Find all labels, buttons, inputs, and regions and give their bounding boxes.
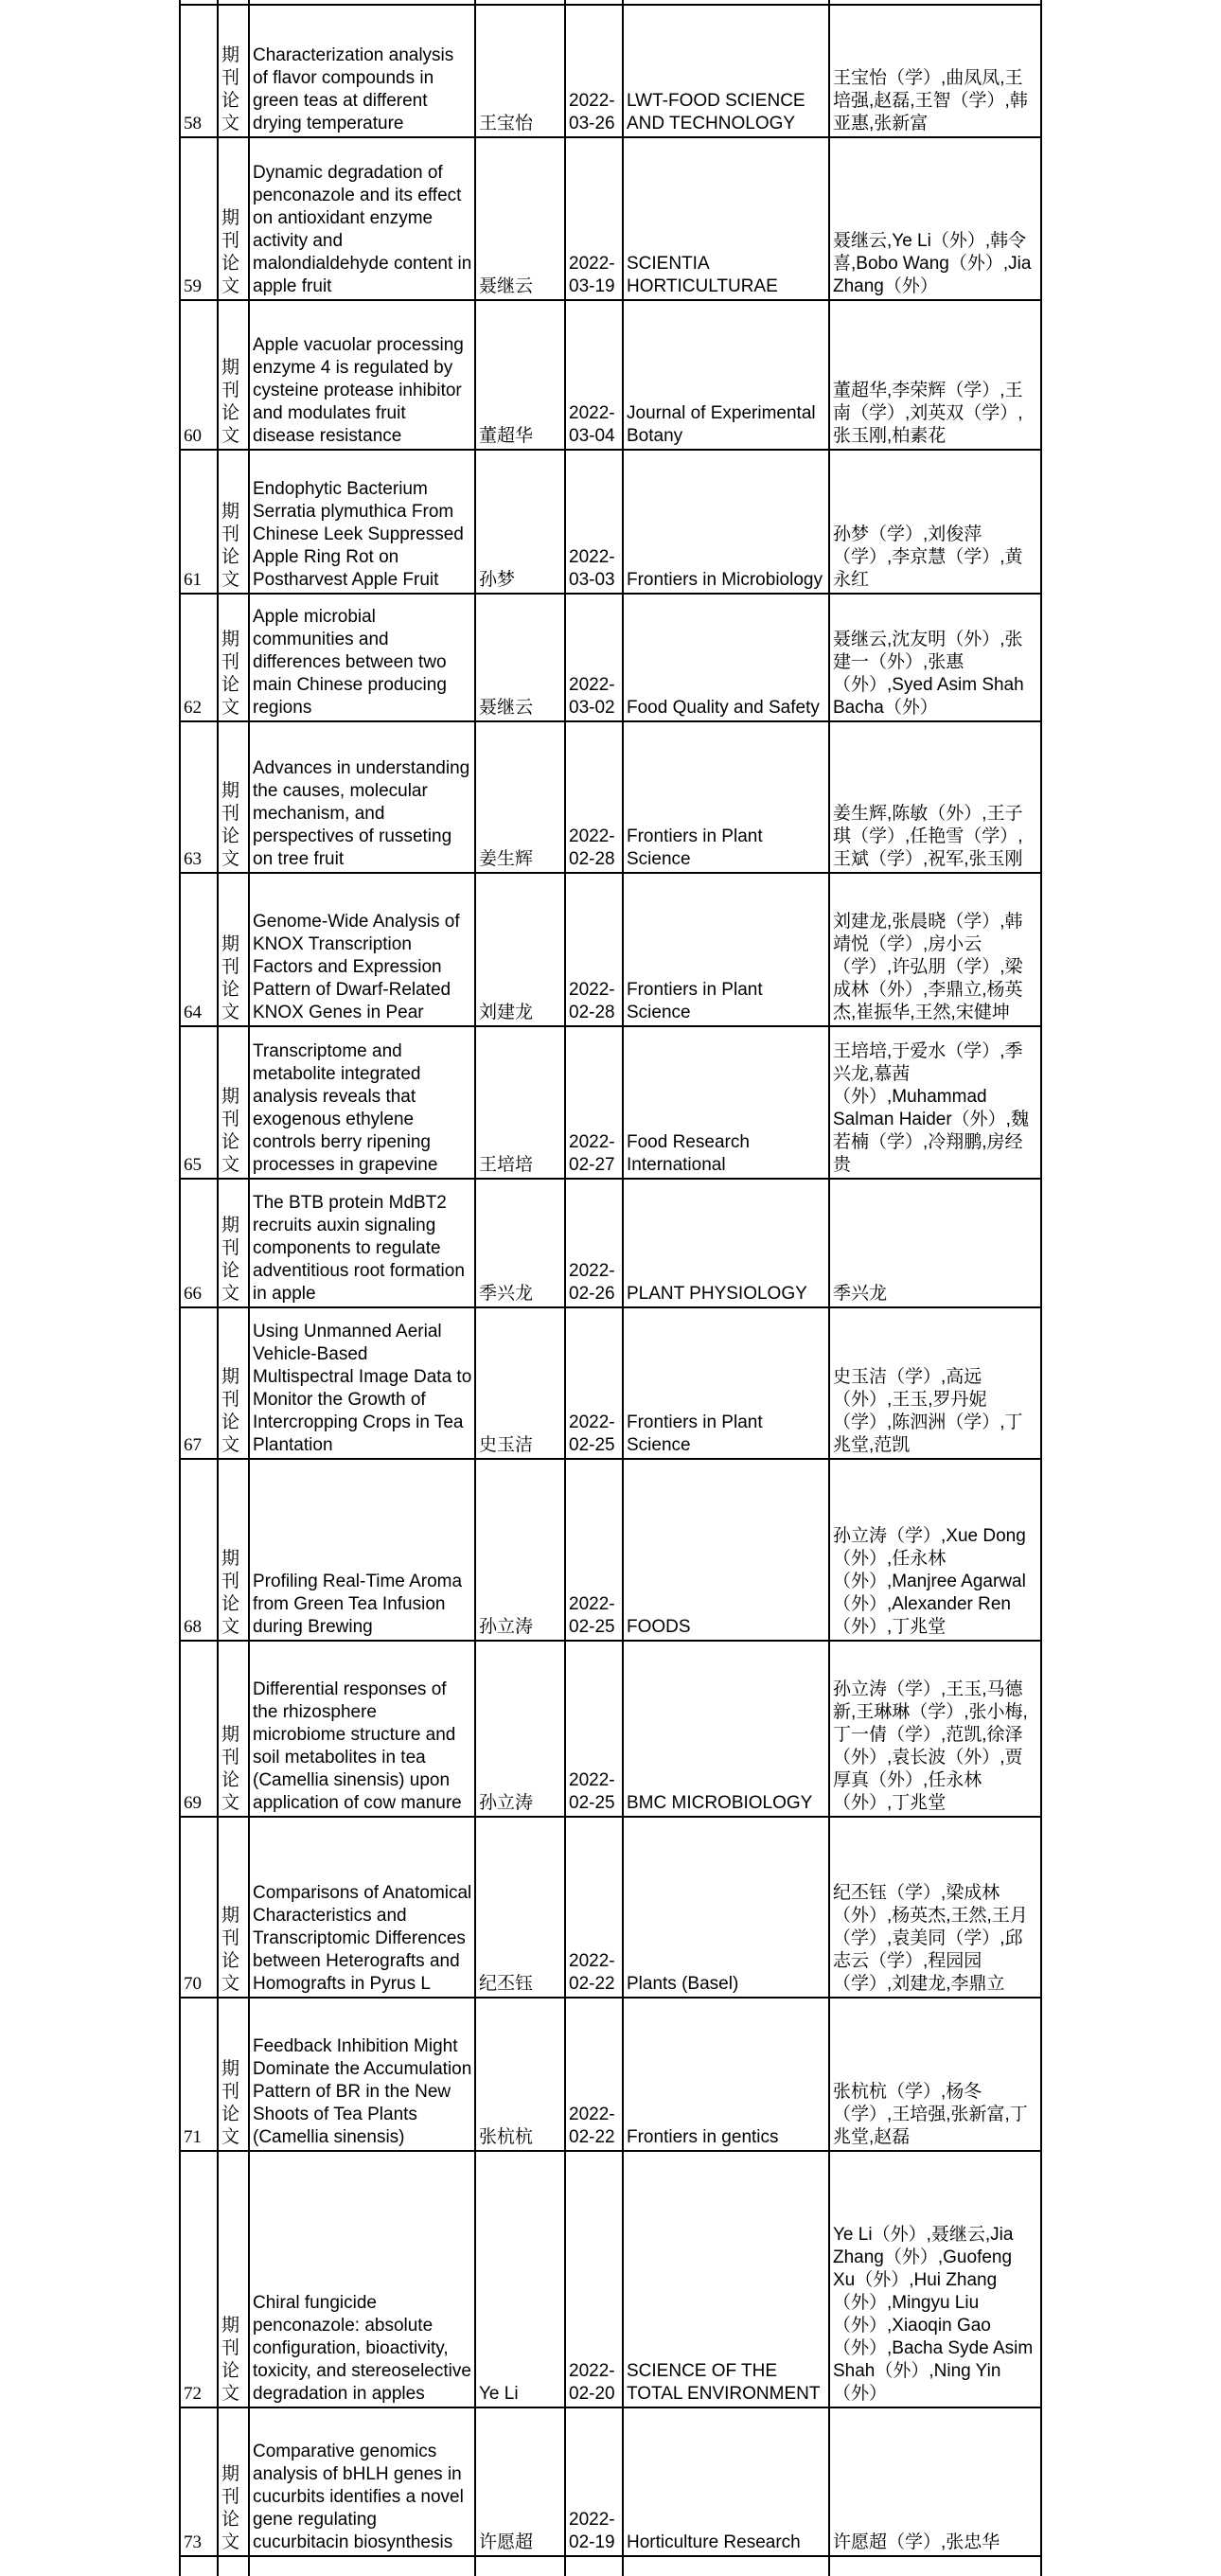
first-author-cell: 刘建龙 [475, 873, 565, 1026]
date-cell: 2022-03-26 [565, 5, 623, 137]
row-number-cell: 63 [180, 721, 218, 873]
date-cell: 2022-02-20 [565, 2151, 623, 2407]
date-cell: 2022-02-25 [565, 1307, 623, 1459]
empty-cell [475, 2556, 565, 2576]
paper-type-cell: 期刊论文 [218, 721, 249, 873]
authors-cell: 史玉洁（学）,高远（外）,王玉,罗丹妮（学）,陈泗洲（学）,丁兆堂,范凯 [829, 1307, 1041, 1459]
title-cell: Advances in understanding the causes, molecular mechanism, and perspectives of russeting on tree fruit [249, 721, 475, 873]
empty-cell [829, 2556, 1041, 2576]
row-number-cell: 67 [180, 1307, 218, 1459]
title-cell: Apple microbial communities and differences between two main Chinese producing regions [249, 594, 475, 721]
authors-cell: Ye Li（外）,聂继云,Jia Zhang（外）,Guofeng Xu（外）,Hui Zhang（外）,Mingyu Liu（外）,Xiaoqin Gao（外）,Bacha Syde Asim Shah（外）,Ning Yin（外） [829, 2151, 1041, 2407]
table-row [180, 1641, 1041, 1817]
row-number-cell: 66 [180, 1179, 218, 1307]
paper-type-cell: 期刊论文 [218, 1459, 249, 1641]
row-number-cell: 72 [180, 2151, 218, 2407]
journal-cell: FOODS [623, 1459, 829, 1641]
paper-type-cell: 期刊论文 [218, 1641, 249, 1817]
authors-cell: 纪丕钰（学）,梁成林（外）,杨英杰,王然,王月（学）,袁美同（学）,邱志云（学）,程园园（学）,刘建龙,李鼎立 [829, 1817, 1041, 1998]
date-cell: 2022-02-28 [565, 721, 623, 873]
paper-type-cell: 期刊论文 [218, 5, 249, 137]
authors-cell: 聂继云,沈友明（外）,张建一（外）,张惠（外）,Syed Asim Shah Bacha（外） [829, 594, 1041, 721]
first-author-cell: Ye Li [475, 2151, 565, 2407]
date-cell: 2022-03-04 [565, 300, 623, 450]
journal-cell: Journal of Experimental Botany [623, 300, 829, 450]
table-row [180, 5, 1041, 137]
title-cell: Profiling Real-Time Aroma from Green Tea Infusion during Brewing [249, 1459, 475, 1641]
title-cell: Transcriptome and metabolite integrated analysis reveals that exogenous ethylene controls berry ripening processes in grapevine [249, 1026, 475, 1179]
journal-cell: Food Research International [623, 1026, 829, 1179]
first-author-cell: 孙立涛 [475, 1641, 565, 1817]
title-cell: Comparative genomics analysis of bHLH genes in cucurbits identifies a novel gene regulating cucurbitacin biosynthesis [249, 2407, 475, 2556]
row-number-cell: 69 [180, 1641, 218, 1817]
first-author-cell: 聂继云 [475, 137, 565, 300]
paper-type-cell: 期刊论文 [218, 2407, 249, 2556]
date-cell: 2022-02-25 [565, 1641, 623, 1817]
journal-cell: Food Quality and Safety [623, 594, 829, 721]
row-number-cell: 61 [180, 450, 218, 594]
table-row [180, 1459, 1041, 1641]
title-cell: Characterization analysis of flavor compounds in green teas at different drying temperature [249, 5, 475, 137]
row-number-cell: 68 [180, 1459, 218, 1641]
first-author-cell: 姜生辉 [475, 721, 565, 873]
date-cell: 2022-02-26 [565, 1179, 623, 1307]
title-cell: Using Unmanned Aerial Vehicle-Based Multispectral Image Data to Monitor the Growth of Intercropping Crops in Tea Plantation [249, 1307, 475, 1459]
title-cell: Feedback Inhibition Might Dominate the Accumulation Pattern of BR in the New Shoots of Tea Plants (Camellia sinensis) [249, 1998, 475, 2151]
paper-type-cell: 期刊论文 [218, 450, 249, 594]
table-row [180, 450, 1041, 594]
row-number-cell: 60 [180, 300, 218, 450]
date-cell: 2022-02-22 [565, 1998, 623, 2151]
authors-cell: 刘建龙,张晨晓（学）,韩靖悦（学）,房小云（学）,许弘朋（学）,梁成林（外）,李鼎立,杨英杰,崔振华,王然,宋健坤 [829, 873, 1041, 1026]
paper-type-cell: 期刊论文 [218, 300, 249, 450]
date-cell: 2022-02-22 [565, 1817, 623, 1998]
row-number-cell: 59 [180, 137, 218, 300]
date-cell: 2022-02-27 [565, 1026, 623, 1179]
authors-cell: 孙立涛（学）,Xue Dong（外）,任永林（外）,Manjree Agarwal（外）,Alexander Ren（外）,丁兆堂 [829, 1459, 1041, 1641]
first-author-cell: 季兴龙 [475, 1179, 565, 1307]
table-row [180, 2151, 1041, 2407]
paper-type-cell: 期刊论文 [218, 1998, 249, 2151]
journal-cell: Frontiers in gentics [623, 1998, 829, 2151]
authors-cell: 季兴龙 [829, 1179, 1041, 1307]
journal-cell: LWT-FOOD SCIENCE AND TECHNOLOGY [623, 5, 829, 137]
table-row [180, 1817, 1041, 1998]
date-cell: 2022-02-28 [565, 873, 623, 1026]
publication-list-region [179, 0, 1042, 2576]
journal-cell: BMC MICROBIOLOGY [623, 1641, 829, 1817]
date-cell: 2022-02-19 [565, 2407, 623, 2556]
row-number-cell: 70 [180, 1817, 218, 1998]
publications-table [179, 0, 1042, 2576]
table-row [180, 1026, 1041, 1179]
authors-cell: 张杭杭（学）,杨冬（学）,王培强,张新富,丁兆堂,赵磊 [829, 1998, 1041, 2151]
row-number-cell: 71 [180, 1998, 218, 2151]
table-row [180, 137, 1041, 300]
first-author-cell: 许愿超 [475, 2407, 565, 2556]
table-row [180, 873, 1041, 1026]
journal-cell: Frontiers in Microbiology [623, 450, 829, 594]
first-author-cell: 董超华 [475, 300, 565, 450]
journal-cell: SCIENCE OF THE TOTAL ENVIRONMENT [623, 2151, 829, 2407]
paper-type-cell: 期刊论文 [218, 1307, 249, 1459]
row-number-cell: 65 [180, 1026, 218, 1179]
table-row [180, 1998, 1041, 2151]
row-number-cell: 62 [180, 594, 218, 721]
title-cell: Differential responses of the rhizosphere microbiome structure and soil metabolites in tea (Camellia sinensis) upon application of cow manure [249, 1641, 475, 1817]
paper-type-cell: 期刊论文 [218, 1179, 249, 1307]
first-author-cell: 张杭杭 [475, 1998, 565, 2151]
journal-cell: PLANT PHYSIOLOGY [623, 1179, 829, 1307]
journal-cell: Frontiers in Plant Science [623, 873, 829, 1026]
date-cell: 2022-02-25 [565, 1459, 623, 1641]
paper-type-cell: 期刊论文 [218, 873, 249, 1026]
table-row [180, 300, 1041, 450]
first-author-cell: 聂继云 [475, 594, 565, 721]
authors-cell: 姜生辉,陈敏（外）,王子琪（学）,任艳雪（学）,王斌（学）,祝军,张玉刚 [829, 721, 1041, 873]
first-author-cell: 史玉洁 [475, 1307, 565, 1459]
date-cell: 2022-03-03 [565, 450, 623, 594]
table-row [180, 1179, 1041, 1307]
first-author-cell: 孙立涛 [475, 1459, 565, 1641]
authors-cell: 孙梦（学）,刘俊萍（学）,李京慧（学）,黄永红 [829, 450, 1041, 594]
authors-cell: 董超华,李荣辉（学）,王南（学）,刘英双（学）,张玉刚,柏素花 [829, 300, 1041, 450]
paper-type-cell: 期刊论文 [218, 2151, 249, 2407]
first-author-cell: 王培培 [475, 1026, 565, 1179]
title-cell: Comparisons of Anatomical Characteristics and Transcriptomic Differences between Heterografts and Homografts in Pyrus L [249, 1817, 475, 1998]
first-author-cell: 孙梦 [475, 450, 565, 594]
date-cell: 2022-03-19 [565, 137, 623, 300]
row-number-cell: 73 [180, 2407, 218, 2556]
paper-type-cell: 期刊论文 [218, 594, 249, 721]
authors-cell: 孙立涛（学）,王玉,马德新,王琳琳（学）,张小梅,丁一倩（学）,范凯,徐泽（外）,袁长波（外）,贾厚真（外）,任永林（外）,丁兆堂 [829, 1641, 1041, 1817]
empty-cell [565, 2556, 623, 2576]
paper-type-cell: 期刊论文 [218, 1817, 249, 1998]
empty-cell [218, 2556, 249, 2576]
title-cell: Apple vacuolar processing enzyme 4 is regulated by cysteine protease inhibitor and modulates fruit disease resistance [249, 300, 475, 450]
authors-cell: 许愿超（学）,张忠华 [829, 2407, 1041, 2556]
empty-cell [249, 2556, 475, 2576]
title-cell: Genome-Wide Analysis of KNOX Transcription Factors and Expression Pattern of Dwarf-Related KNOX Genes in Pear [249, 873, 475, 1026]
title-cell: The BTB protein MdBT2 recruits auxin signaling components to regulate adventitious root formation in apple [249, 1179, 475, 1307]
row-number-cell: 64 [180, 873, 218, 1026]
paper-type-cell: 期刊论文 [218, 1026, 249, 1179]
title-cell: Dynamic degradation of penconazole and its effect on antioxidant enzyme activity and malondialdehyde content in apple fruit [249, 137, 475, 300]
journal-cell: SCIENTIA HORTICULTURAE [623, 137, 829, 300]
authors-cell: 王宝怡（学）,曲凤凤,王培强,赵磊,王智（学）,韩亚惠,张新富 [829, 5, 1041, 137]
paper-type-cell: 期刊论文 [218, 137, 249, 300]
authors-cell: 王培培,于爱水（学）,季兴龙,慕茜（外）,Muhammad Salman Haider（外）,魏若楠（学）,冷翔鹏,房经贵 [829, 1026, 1041, 1179]
table-row [180, 1307, 1041, 1459]
journal-cell: Frontiers in Plant Science [623, 721, 829, 873]
table-row [180, 721, 1041, 873]
authors-cell: 聂继云,Ye Li（外）,韩令喜,Bobo Wang（外）,Jia Zhang（外） [829, 137, 1041, 300]
title-cell: Chiral fungicide penconazole: absolute configuration, bioactivity, toxicity, and stereoselective degradation in apples [249, 2151, 475, 2407]
first-author-cell: 纪丕钰 [475, 1817, 565, 1998]
empty-cell [180, 2556, 218, 2576]
table-row [180, 2407, 1041, 2556]
table-row [180, 594, 1041, 721]
journal-cell: Frontiers in Plant Science [623, 1307, 829, 1459]
journal-cell: Horticulture Research [623, 2407, 829, 2556]
journal-cell: Plants (Basel) [623, 1817, 829, 1998]
first-author-cell: 王宝怡 [475, 5, 565, 137]
row-number-cell: 58 [180, 5, 218, 137]
title-cell: Endophytic Bacterium Serratia plymuthica From Chinese Leek Suppressed Apple Ring Rot on Postharvest Apple Fruit [249, 450, 475, 594]
date-cell: 2022-03-02 [565, 594, 623, 721]
partial-row-bottom [180, 2556, 1041, 2576]
empty-cell [623, 2556, 829, 2576]
